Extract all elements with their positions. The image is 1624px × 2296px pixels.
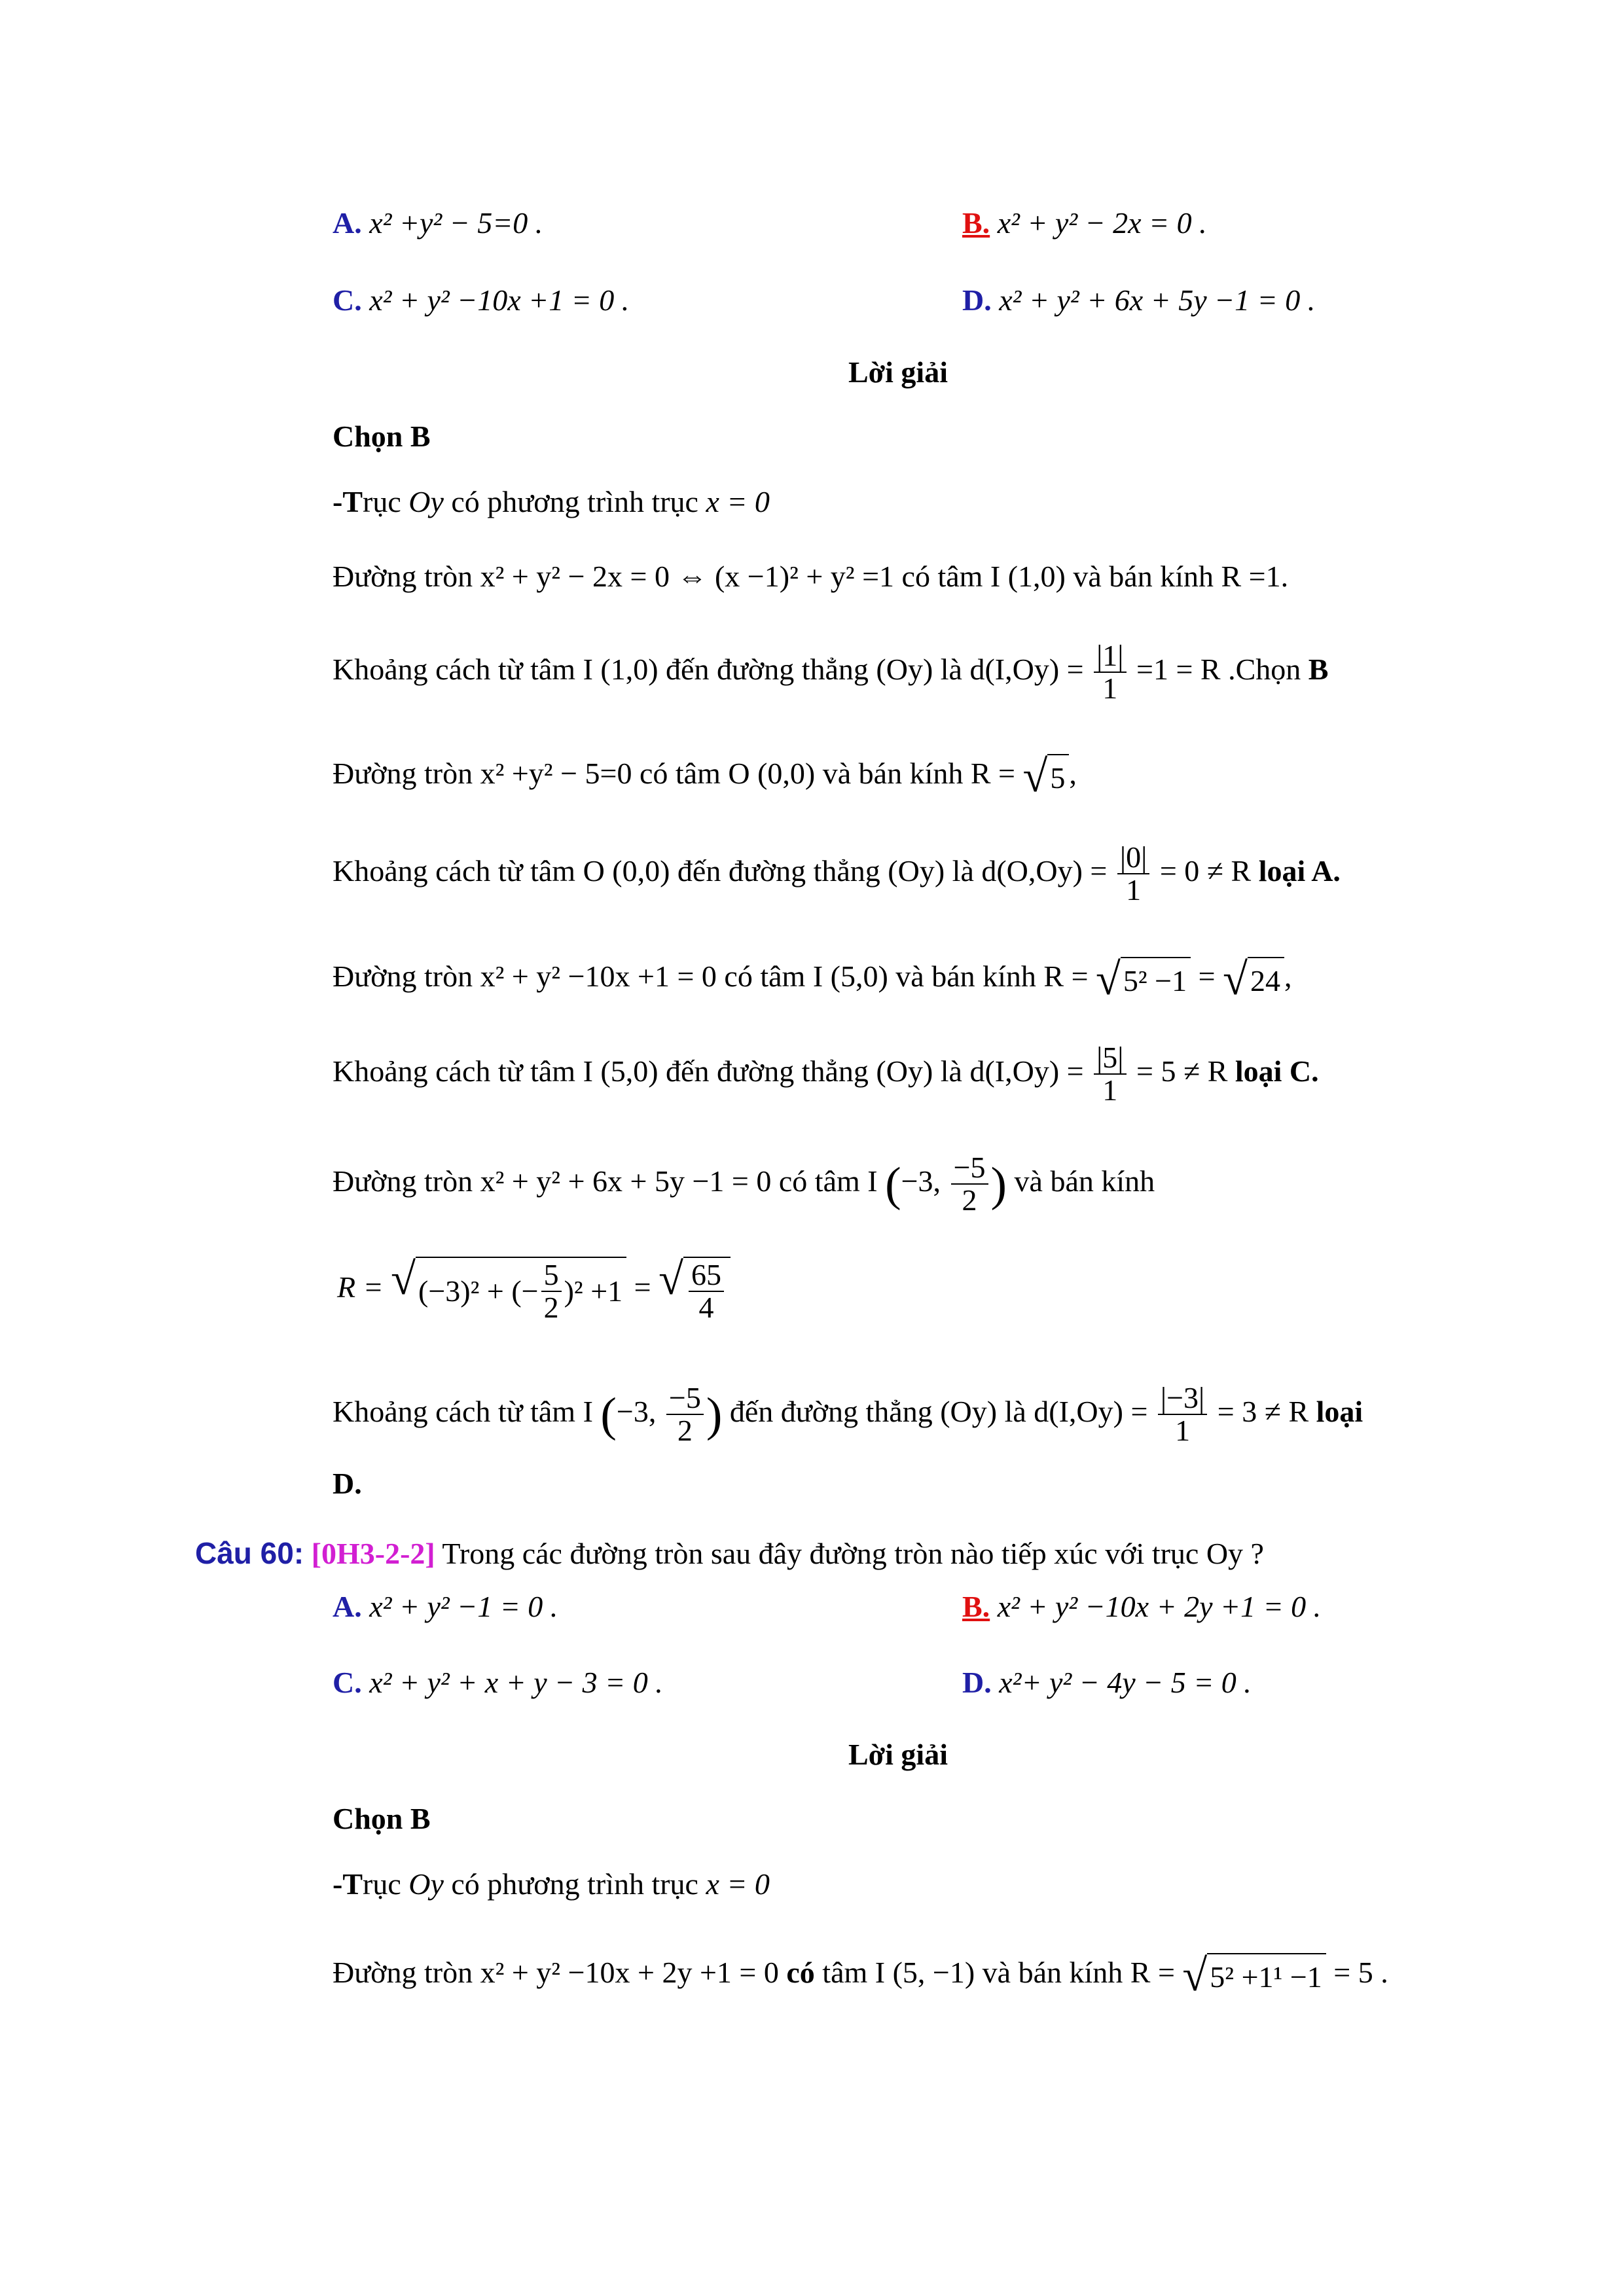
q59-option-a[interactable] — [333, 208, 543, 238]
q60-option-a-expr: x² + y² −1 = 0 . — [369, 1590, 558, 1623]
q60-axis-text2: có phương trình trục — [451, 1867, 698, 1901]
q59-option-b-label: B. — [962, 206, 990, 240]
q60-line-1-sqrt — [1182, 1950, 1326, 2000]
q59-option-b[interactable] — [962, 208, 1207, 238]
q59-line-2-text: Khoảng cách từ tâm I (1,0) đến đường thẳng (Oy) là d(I,Oy) = — [333, 652, 1084, 686]
q59-line-9-a: −3, — [616, 1394, 657, 1428]
q59-line-7-end: và bán kính — [1014, 1164, 1155, 1198]
fraction-numerator: |5| — [1094, 1042, 1126, 1075]
sqrt-symbol: √ — [391, 1254, 416, 1304]
q59-option-d-label: D. — [962, 283, 992, 317]
q59-line-2-fraction — [1094, 640, 1126, 705]
q59-line-3-text: Đường tròn x² +y² − 5=0 có tâm O (0,0) và bán kính R = — [333, 757, 1015, 791]
radicand-fraction — [541, 1259, 562, 1324]
sqrt-radicand — [416, 1257, 626, 1324]
q59-line-8 — [337, 1254, 731, 1325]
sqrt-symbol: √ — [659, 1254, 683, 1304]
q59-line-2-end: =1 = R . — [1136, 652, 1236, 686]
q60-question-text: Trong các đường tròn sau đây đường tròn nào tiếp xúc với trục Oy ? — [442, 1537, 1264, 1570]
q59-line-2 — [333, 640, 1328, 705]
fraction-denominator: 2 — [677, 1414, 693, 1448]
q59-line-4 — [333, 842, 1341, 906]
sqrt-symbol: √ — [1022, 751, 1048, 801]
q59-line-9 — [333, 1382, 1363, 1447]
q59-line-4-fraction — [1117, 842, 1149, 906]
q60-option-b-label: B. — [962, 1590, 990, 1623]
q60-line-1-mid: tâm I (5, −1) và bán kính R = — [822, 1956, 1175, 1990]
q60-option-d[interactable] — [962, 1668, 1252, 1698]
q59-option-c-expr: x² + y² −10x +1 = 0 . — [369, 283, 630, 317]
sqrt-radicand: 5² −1 — [1121, 957, 1191, 1002]
q59-axis-text2: có phương trình trục — [451, 485, 698, 518]
sqrt-radicand: 24 — [1248, 957, 1284, 1002]
q59-option-a-label: A. — [333, 206, 362, 240]
fraction-numerator: |0| — [1117, 842, 1149, 874]
q60-option-d-label: D. — [962, 1666, 992, 1699]
q59-line-9-text: Khoảng cách từ tâm I — [333, 1394, 593, 1428]
q60-line-1-text: Đường tròn x² + y² −10x + 2y +1 = 0 — [333, 1956, 779, 1990]
fraction-numerator: 5 — [541, 1259, 562, 1292]
sqrt-radicand: 5 — [1047, 754, 1069, 799]
fraction-numerator: −5 — [951, 1152, 988, 1185]
q59-line-7-a: −3, — [901, 1164, 941, 1198]
q60-tag: [0H3-2-2] — [311, 1537, 435, 1570]
q60-option-b-expr: x² + y² −10x + 2y +1 = 0 . — [997, 1590, 1322, 1623]
q60-line-1-bold: có — [786, 1956, 815, 1990]
q60-axis-dash: -T — [333, 1867, 363, 1901]
q59-line-8-sqrt-1 — [391, 1254, 626, 1325]
q59-line-3 — [333, 751, 1077, 801]
q59-option-a-expr: x² +y² − 5=0 . — [369, 206, 543, 240]
q59-line-8-sqrt-2 — [659, 1254, 731, 1325]
fraction-numerator: |−3| — [1158, 1382, 1207, 1415]
q60-header — [195, 1538, 1264, 1569]
q59-line-7 — [333, 1152, 1155, 1217]
q59-line-7-fraction — [951, 1152, 988, 1217]
q59-option-b-expr: x² + y² − 2x = 0 . — [997, 206, 1207, 240]
fraction-denominator: 1 — [1126, 873, 1142, 907]
right-paren: ) — [990, 1157, 1007, 1211]
fraction-denominator: 2 — [962, 1183, 977, 1217]
q59-option-d[interactable] — [962, 285, 1315, 315]
fraction-numerator: −5 — [666, 1382, 704, 1415]
q59-line-10: D. — [333, 1467, 362, 1500]
q59-line-3-end: , — [1069, 757, 1077, 791]
q59-option-c[interactable] — [333, 285, 629, 315]
q60-option-c-label: C. — [333, 1666, 362, 1699]
q59-line-8-pre: R = — [337, 1270, 384, 1304]
q59-line-7-text: Đường tròn x² + y² + 6x + 5y −1 = 0 có tâm I — [333, 1164, 878, 1198]
q59-axis-eq: x = 0 — [706, 485, 770, 518]
right-paren: ) — [706, 1387, 723, 1441]
q59-option-c-label: C. — [333, 283, 362, 317]
radicand-part-a: (−3)² + (− — [418, 1274, 539, 1308]
q59-line-5 — [333, 954, 1292, 1004]
q60-axis-oy: Oy — [408, 1867, 444, 1901]
q59-line-9-fraction — [666, 1382, 704, 1447]
q59-line-5-text: Đường tròn x² + y² −10x +1 = 0 có tâm I (5,0) và bán kính R = — [333, 960, 1089, 994]
fraction-numerator: 65 — [689, 1259, 724, 1292]
q59-line-4-bold: loại A. — [1258, 853, 1341, 888]
fraction-denominator: 4 — [698, 1291, 714, 1325]
q59-solution-title: Lời giải — [848, 355, 948, 389]
q59-line-4-text: Khoảng cách từ tâm O (0,0) đến đường thẳng (Oy) là d(O,Oy) = — [333, 853, 1108, 888]
q60-axis-text: rục — [363, 1867, 401, 1901]
sqrt-radicand — [683, 1257, 731, 1324]
radicand-fraction — [689, 1259, 724, 1324]
fraction-denominator: 1 — [1102, 672, 1118, 706]
q59-line-5-mid: = — [1198, 960, 1216, 994]
q59-line-8-eq: = — [634, 1270, 651, 1304]
q60-line-1-end: = 5 . — [1333, 1956, 1388, 1990]
q59-axis-text: rục — [363, 485, 401, 518]
q59-option-d-expr: x² + y² + 6x + 5y −1 = 0 . — [999, 283, 1316, 317]
sqrt-symbol: √ — [1096, 954, 1121, 1004]
fraction-denominator: 1 — [1102, 1073, 1118, 1107]
q59-choose: Chọn B — [333, 420, 431, 453]
q60-axis-eq: x = 0 — [706, 1867, 770, 1901]
q59-line-5-end: , — [1284, 960, 1292, 994]
q59-line-6 — [333, 1042, 1319, 1107]
q59-line-6-bold: loại C. — [1235, 1054, 1319, 1088]
q59-axis-oy: Oy — [408, 485, 444, 518]
q59-line-4-end: = 0 ≠ R — [1159, 853, 1252, 888]
q60-solution-title: Lời giải — [848, 1738, 948, 1771]
q59-line-3-sqrt — [1022, 751, 1069, 801]
sqrt-radicand: 5² +1¹ −1 — [1207, 1953, 1326, 1998]
q60-option-c-expr: x² + y² + x + y − 3 = 0 . — [369, 1666, 663, 1699]
q59-line-6-fraction — [1094, 1042, 1126, 1107]
q59-line-6-text: Khoảng cách từ tâm I (5,0) đến đường thẳng (Oy) là d(I,Oy) = — [333, 1054, 1084, 1088]
fraction-denominator: 2 — [543, 1291, 559, 1325]
sqrt-symbol: √ — [1182, 1950, 1208, 2000]
q59-axis-dash: -T — [333, 485, 363, 518]
q59-line-6-end: = 5 ≠ R — [1136, 1054, 1228, 1088]
q60-option-a-label: A. — [333, 1590, 362, 1623]
q60-option-b[interactable] — [962, 1592, 1321, 1622]
q59-line-2-choose: Chọn — [1235, 652, 1301, 686]
fraction-denominator: 1 — [1175, 1414, 1191, 1448]
q59-line-9-bold: loại — [1316, 1394, 1363, 1428]
radicand-part-b: )² +1 — [564, 1274, 623, 1308]
q59-line-1: Đường tròn x² + y² − 2x = 0 ⇔ (x −1)² + y² =1 có tâm I (1,0) và bán kính R =1. — [333, 560, 1289, 593]
q60-option-d-expr: x²+ y² − 4y − 5 = 0 . — [999, 1666, 1252, 1699]
q60-line-1 — [333, 1950, 1388, 2000]
q59-line-9-end: = 3 ≠ R — [1217, 1394, 1309, 1428]
fraction-numerator: |1| — [1094, 640, 1126, 673]
q59-line-2-b: B — [1308, 652, 1329, 686]
q60-option-c[interactable] — [333, 1668, 663, 1698]
q59-line-5-sqrt-1 — [1096, 954, 1191, 1004]
sqrt-symbol: √ — [1223, 954, 1248, 1004]
q59-line-9-distance-fraction — [1158, 1382, 1207, 1447]
left-paren: ( — [885, 1157, 901, 1211]
q59-axis-line — [333, 487, 770, 517]
q60-choose: Chọn B — [333, 1802, 431, 1835]
q59-line-9-mid: đến đường thẳng (Oy) là d(I,Oy) = — [729, 1394, 1148, 1428]
q59-line-5-sqrt-2 — [1223, 954, 1284, 1004]
q60-number: Câu 60: — [195, 1536, 304, 1570]
q60-option-a[interactable] — [333, 1592, 558, 1622]
left-paren: ( — [600, 1387, 617, 1441]
q60-axis-line — [333, 1869, 770, 1899]
